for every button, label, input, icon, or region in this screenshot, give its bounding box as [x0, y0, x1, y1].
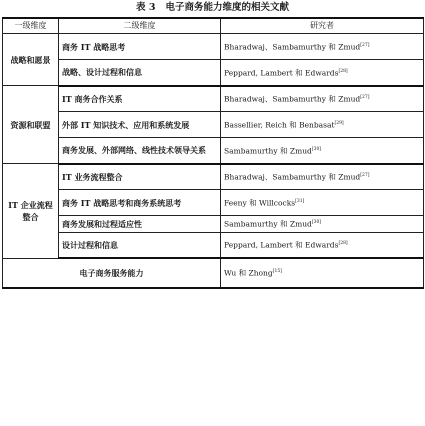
table-row: [3, 164, 424, 190]
citation: [30]: [311, 220, 322, 225]
dim2-cell: 设计过程和信息: [59, 232, 221, 258]
dim2-cell: 商务发展和过程适应性: [59, 216, 221, 233]
header-dim2: 二级维度: [59, 18, 221, 34]
table-row: [3, 112, 424, 138]
header-row: [3, 18, 424, 34]
citation: [27]: [360, 95, 370, 100]
ref-cell: Bassellier, Reich 和 Benbasat[29]: [221, 112, 424, 138]
citation: [15]: [272, 269, 282, 275]
citation: [29]: [334, 120, 344, 126]
table-row: [3, 34, 424, 60]
ref-cell: Peppard, Lambert 和 Edwards[28]: [221, 60, 424, 86]
ref-cell: Feeny 和 Willcocks[31]: [221, 190, 424, 216]
dim2-cell: IT 业务流程整合: [59, 164, 221, 190]
dim1-cell: 资源和联盟: [3, 86, 59, 164]
dim2-cell: 商务 IT 战略思考和商务系统思考: [59, 190, 221, 216]
table-caption: [0, 0, 425, 16]
ref-cell: Bharadwaj、Sambamurthy 和 Zmud[27]: [221, 164, 424, 190]
ref-cell: Sambamurthy 和 Zmud[30]: [221, 138, 424, 164]
table-title: 电子商务能力维度的相关文献: [165, 2, 289, 13]
table-row: [3, 232, 424, 258]
dim2-cell: 商务发展、外部网络、线性技术领导关系: [59, 138, 221, 164]
table-row: [3, 190, 424, 216]
citation: [27]: [360, 173, 370, 178]
dim1-cell: IT 企业流程整合: [3, 164, 59, 259]
dim2-cell: IT 商务合作关系: [59, 86, 221, 112]
table-row: [3, 60, 424, 86]
literature-table: [2, 17, 424, 289]
dim2-cell: 商务 IT 战略思考: [59, 34, 221, 60]
header-researcher: 研究者: [221, 18, 424, 34]
dim2-cell: 战略、设计过程和信息: [59, 60, 221, 86]
dim1-cell: 电子商务服务能力: [3, 258, 221, 288]
ref-cell: Peppard, Lambert 和 Edwards[28]: [221, 232, 424, 258]
citation: [27]: [360, 42, 370, 48]
table-number: 表 3: [136, 2, 156, 13]
ref-cell: Bharadwaj、Sambamurthy 和 Zmud[27]: [221, 34, 424, 60]
ref-cell: Bharadwaj、Sambamurthy 和 Zmud[27]: [221, 86, 424, 112]
dim1-cell: 战略和愿景: [3, 34, 59, 86]
ref-cell: Sambamurthy 和 Zmud[30]: [221, 216, 424, 233]
dim2-cell: 外部 IT 知识技术、应用和系统发展: [59, 112, 221, 138]
table-row: [3, 86, 424, 112]
table-row: [3, 138, 424, 164]
citation: [28]: [338, 68, 348, 74]
header-dim1: 一级维度: [3, 18, 59, 34]
table-row: [3, 258, 424, 288]
ref-cell: Wu 和 Zhong[15]: [221, 258, 424, 288]
table-row: [3, 216, 424, 233]
citation: [31]: [295, 198, 305, 204]
citation: [28]: [338, 241, 348, 246]
citation: [30]: [311, 146, 322, 152]
